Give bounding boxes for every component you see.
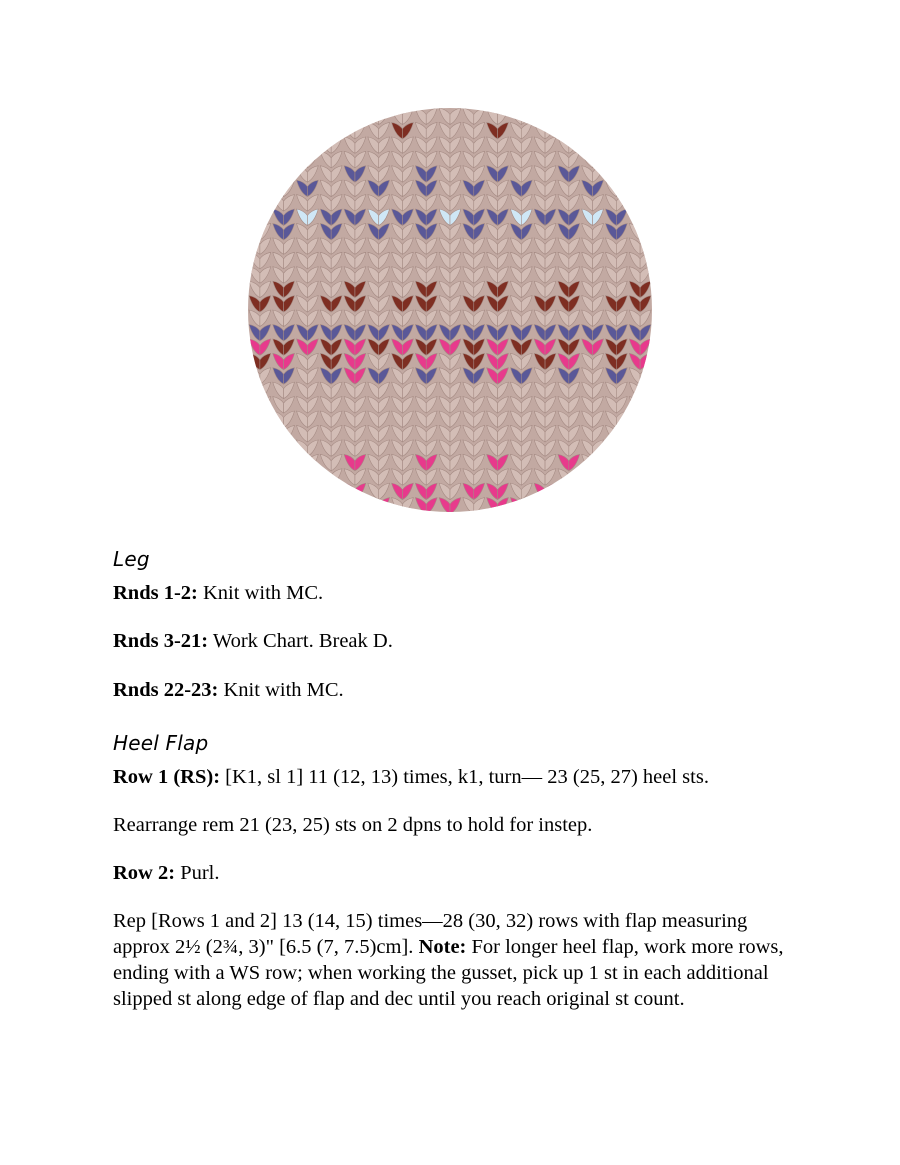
knit-stitch-right bbox=[331, 498, 342, 512]
knit-stitch-right bbox=[521, 108, 532, 124]
row-2-text: Purl. bbox=[175, 862, 220, 884]
knit-stitch-right bbox=[640, 238, 651, 254]
knit-stitch-left bbox=[582, 108, 593, 124]
knit-stitch-left bbox=[249, 425, 260, 441]
knit-stitch-right bbox=[616, 151, 627, 167]
knit-stitch-right bbox=[284, 498, 295, 512]
knit-stitch-right bbox=[260, 122, 271, 138]
knit-stitch-left bbox=[273, 108, 284, 124]
rnds-3-21-text: Work Chart. Break D. bbox=[208, 630, 393, 652]
knit-stitch-right bbox=[593, 137, 604, 153]
knit-stitch-left bbox=[629, 151, 640, 167]
knit-stitch-left bbox=[629, 469, 640, 485]
knit-stitch-right bbox=[569, 483, 580, 499]
row-2-label: Row 2: bbox=[113, 862, 176, 884]
knit-stitch-left bbox=[629, 498, 640, 512]
knit-stitch-right bbox=[616, 122, 627, 138]
knit-stitch-left bbox=[249, 238, 260, 254]
knit-stitch-left bbox=[273, 425, 284, 441]
knit-stitch-left bbox=[582, 469, 593, 485]
knit-stitch-left bbox=[558, 498, 569, 512]
knit-stitch-left bbox=[605, 166, 616, 182]
knit-stitch-right bbox=[640, 137, 651, 153]
knit-stitch-right bbox=[284, 151, 295, 167]
knit-stitch-left bbox=[558, 122, 569, 138]
knit-stitch-right bbox=[593, 122, 604, 138]
knit-stitch-right bbox=[260, 411, 271, 427]
knit-stitch-left bbox=[273, 180, 284, 196]
knit-stitch-right bbox=[616, 483, 627, 499]
knit-stitch-left bbox=[558, 483, 569, 499]
knit-stitch-right bbox=[284, 440, 295, 456]
knit-stitch-left bbox=[249, 209, 260, 225]
knit-stitch-right bbox=[640, 483, 651, 499]
knit-stitch-left bbox=[320, 122, 331, 138]
knit-stitch-left bbox=[249, 483, 260, 499]
knit-stitch-left bbox=[273, 469, 284, 485]
knit-stitch-left bbox=[320, 483, 331, 499]
knit-stitch-right bbox=[640, 122, 651, 138]
knit-stitch-right bbox=[284, 122, 295, 138]
note-label: Note: bbox=[418, 936, 467, 958]
knit-stitch-left bbox=[249, 397, 260, 413]
knit-stitch-right bbox=[260, 108, 271, 124]
knit-stitch-right bbox=[616, 425, 627, 441]
knit-stitch-left bbox=[605, 454, 616, 470]
knit-stitch-right bbox=[260, 440, 271, 456]
knit-stitch-right bbox=[640, 108, 651, 124]
knit-stitch-left bbox=[605, 151, 616, 167]
knit-stitch-left bbox=[629, 440, 640, 456]
knit-stitch-left bbox=[249, 122, 260, 138]
knit-stitch-right bbox=[260, 137, 271, 153]
knit-stitch-right bbox=[593, 498, 604, 512]
row-1-label: Row 1 (RS): bbox=[113, 766, 221, 788]
knit-stitch-left bbox=[605, 137, 616, 153]
knit-stitch-left bbox=[249, 195, 260, 211]
knit-stitch-right bbox=[355, 498, 366, 512]
rnds-1-2-text: Knit with MC. bbox=[197, 582, 324, 604]
knit-stitch-right bbox=[307, 122, 318, 138]
knit-stitch-left bbox=[629, 166, 640, 182]
knit-stitch-left bbox=[629, 180, 640, 196]
knit-stitch-right bbox=[307, 469, 318, 485]
knit-stitch-left bbox=[297, 483, 308, 499]
knit-stitch-left bbox=[605, 498, 616, 512]
knit-stitch-right bbox=[284, 137, 295, 153]
knit-stitch-left bbox=[249, 151, 260, 167]
knit-stitch-right bbox=[640, 209, 651, 225]
knit-stitch-left bbox=[605, 122, 616, 138]
knit-stitch-left bbox=[273, 440, 284, 456]
note-text: For longer heel flap, work more rows, ending with a WS row; when working the gusset, pick up 1 st in each additional slipped st along edge of flap and dec until you reach original st count. bbox=[113, 936, 784, 1010]
knit-stitch-right bbox=[640, 469, 651, 485]
knit-stitch-left bbox=[534, 108, 545, 124]
knit-stitch-left bbox=[629, 411, 640, 427]
knit-stitch-left bbox=[297, 151, 308, 167]
knit-stitch-right bbox=[640, 454, 651, 470]
knit-stitch-left bbox=[582, 122, 593, 138]
knit-stitch-right bbox=[640, 411, 651, 427]
knit-stitch-right bbox=[640, 498, 651, 512]
heel-row-2 bbox=[113, 860, 793, 886]
knit-stitch-left bbox=[297, 108, 308, 124]
knit-stitch-right bbox=[640, 151, 651, 167]
knit-stitch-left bbox=[297, 454, 308, 470]
knit-stitch-left bbox=[605, 440, 616, 456]
knit-stitch-left bbox=[582, 483, 593, 499]
knit-stitch-right bbox=[521, 498, 532, 512]
knit-stitch-right bbox=[545, 108, 556, 124]
knit-stitch-right bbox=[616, 108, 627, 124]
knit-stitch-right bbox=[569, 108, 580, 124]
knit-stitch-right bbox=[260, 397, 271, 413]
knit-stitch-left bbox=[344, 498, 355, 512]
knit-stitch-left bbox=[629, 397, 640, 413]
knit-stitch-right bbox=[331, 483, 342, 499]
knit-stitch-left bbox=[629, 137, 640, 153]
knit-stitch-right bbox=[260, 151, 271, 167]
knit-stitch-right bbox=[640, 180, 651, 196]
heel-flap-heading: Heel Flap bbox=[113, 731, 209, 755]
knit-stitch-left bbox=[273, 498, 284, 512]
knit-stitch-right bbox=[284, 108, 295, 124]
knit-stitch-right bbox=[260, 469, 271, 485]
knit-stitch-right bbox=[284, 166, 295, 182]
knit-stitch-left bbox=[297, 137, 308, 153]
knit-stitch-left bbox=[249, 498, 260, 512]
knit-stitch-right bbox=[640, 195, 651, 211]
knit-stitch-left bbox=[249, 454, 260, 470]
knit-stitch-right bbox=[616, 498, 627, 512]
knit-stitch-left bbox=[249, 382, 260, 398]
knit-stitch-left bbox=[605, 108, 616, 124]
knit-stitch-right bbox=[616, 180, 627, 196]
knit-stitch-right bbox=[640, 397, 651, 413]
knit-stitch-left bbox=[605, 483, 616, 499]
heel-rearrange bbox=[113, 812, 793, 838]
knit-stitch-left bbox=[273, 137, 284, 153]
knit-stitch-right bbox=[545, 498, 556, 512]
knit-stitch-left bbox=[273, 151, 284, 167]
knit-stitch-left bbox=[344, 108, 355, 124]
knit-stitch-right bbox=[331, 108, 342, 124]
knit-stitch-left bbox=[297, 469, 308, 485]
knit-stitch-left bbox=[368, 498, 379, 512]
knit-stitch-left bbox=[629, 122, 640, 138]
knit-stitch-right bbox=[307, 137, 318, 153]
knit-stitch-right bbox=[616, 440, 627, 456]
knit-stitch-right bbox=[260, 195, 271, 211]
knit-stitch-left bbox=[510, 498, 521, 512]
knit-stitch-right bbox=[640, 166, 651, 182]
knit-stitch-left bbox=[629, 454, 640, 470]
knit-stitch-right bbox=[616, 469, 627, 485]
knit-stitch-left bbox=[249, 411, 260, 427]
knit-stitch-left bbox=[249, 440, 260, 456]
knit-stitch-left bbox=[273, 454, 284, 470]
knit-stitch-right bbox=[284, 483, 295, 499]
knit-stitch-left bbox=[273, 122, 284, 138]
knit-stitch-right bbox=[593, 454, 604, 470]
knit-stitch-right bbox=[260, 425, 271, 441]
knit-stitch-right bbox=[593, 108, 604, 124]
knit-stitch-left bbox=[629, 195, 640, 211]
knit-stitch-left bbox=[558, 108, 569, 124]
leg-heading: Leg bbox=[113, 547, 150, 571]
knit-stitch-right bbox=[260, 180, 271, 196]
knit-stitch-left bbox=[629, 483, 640, 499]
knit-stitch-right bbox=[307, 498, 318, 512]
knit-stitch-left bbox=[297, 498, 308, 512]
knit-stitch-right bbox=[260, 498, 271, 512]
knit-stitch-right bbox=[593, 151, 604, 167]
knit-stitch-right bbox=[640, 382, 651, 398]
knit-stitch-left bbox=[297, 122, 308, 138]
rnds-1-2-label: Rnds 1-2: bbox=[113, 582, 198, 604]
knit-stitch-right bbox=[640, 425, 651, 441]
rearrange-text: Rearrange rem 21 (23, 25) sts on 2 dpns to hold for instep. bbox=[113, 814, 593, 836]
knit-stitch-right bbox=[307, 108, 318, 124]
knit-stitch-left bbox=[249, 108, 260, 124]
heel-repeat bbox=[113, 908, 793, 1012]
rnds-22-23-text: Knit with MC. bbox=[218, 679, 344, 701]
knit-stitch-right bbox=[284, 454, 295, 470]
knit-stitch-right bbox=[569, 122, 580, 138]
row-1-text: [K1, sl 1] 11 (12, 13) times, k1, turn— 23 (25, 27) heel sts. bbox=[220, 766, 709, 788]
knit-stitch-right bbox=[593, 483, 604, 499]
leg-rnds-3-21 bbox=[113, 628, 793, 654]
knit-stitch-right bbox=[260, 166, 271, 182]
knit-stitch-left bbox=[534, 498, 545, 512]
knit-stitch-right bbox=[260, 483, 271, 499]
knit-stitch-right bbox=[616, 166, 627, 182]
knit-stitch-right bbox=[331, 122, 342, 138]
knitted-swatch-photo bbox=[248, 108, 652, 512]
knit-stitch-left bbox=[273, 166, 284, 182]
knit-stitch-left bbox=[582, 498, 593, 512]
knit-stitch-right bbox=[284, 469, 295, 485]
knit-stitch-right bbox=[640, 440, 651, 456]
knit-stitch-left bbox=[605, 469, 616, 485]
knit-stitch-right bbox=[307, 483, 318, 499]
knit-stitch-left bbox=[249, 180, 260, 196]
knit-stitch-left bbox=[273, 483, 284, 499]
knit-stitch-left bbox=[249, 137, 260, 153]
knit-stitch-left bbox=[320, 108, 331, 124]
knit-stitch-left bbox=[629, 108, 640, 124]
knit-stitch-left bbox=[320, 498, 331, 512]
knitted-swatch-image bbox=[248, 108, 652, 512]
knit-stitch-right bbox=[569, 498, 580, 512]
knit-stitch-right bbox=[593, 469, 604, 485]
knit-stitch-left bbox=[582, 137, 593, 153]
knit-stitch-right bbox=[640, 223, 651, 239]
rnds-22-23-label: Rnds 22-23: bbox=[113, 679, 219, 701]
knit-stitch-left bbox=[249, 166, 260, 182]
knit-stitch-right bbox=[616, 137, 627, 153]
heel-row-1 bbox=[113, 764, 793, 790]
knit-stitch-right bbox=[260, 454, 271, 470]
knit-stitch-left bbox=[629, 425, 640, 441]
leg-rnds-1-2 bbox=[113, 580, 793, 606]
knit-stitch-left bbox=[249, 223, 260, 239]
rnds-3-21-label: Rnds 3-21: bbox=[113, 630, 209, 652]
knit-stitch-left bbox=[249, 469, 260, 485]
leg-rnds-22-23 bbox=[113, 677, 793, 703]
knit-stitch-left bbox=[582, 454, 593, 470]
repeat-text: Rep [Rows 1 and 2] 13 (14, 15) times—28 (30, 32) rows with flap measuring approx 2½ (2¾, 3)" [6.5 (7, 7.5)cm]. bbox=[113, 910, 748, 958]
knit-stitch-right bbox=[616, 454, 627, 470]
knit-stitch-right bbox=[355, 108, 366, 124]
